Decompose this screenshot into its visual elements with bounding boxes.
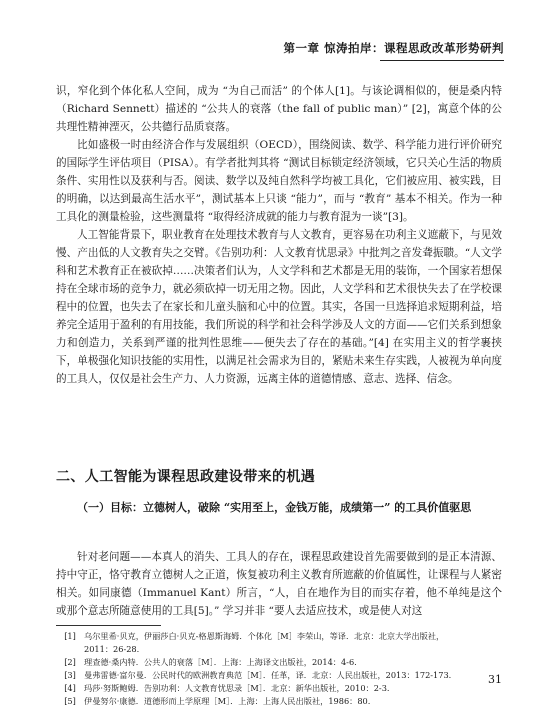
footnote-number: [3] [64,670,76,680]
header-rule [380,60,504,61]
running-header: 第一章 惊涛拍岸：课程思政改革形势研判 [283,41,504,55]
footnote-number: [1] [64,631,76,641]
paragraph-2: 比如盛极一时由经济合作与发展组织（OECD），围绕阅读、数学、科学能力进行评价研究的国际学生评估项目（PISA）。有学者批判其将 “测试目标锁定经济领域，它只关心生活的物质条件、实用性以及获利与否。阅读、数学以及纯自然科学均被工具化，它们被应用、被实践，目的明确，以达到最高生活水平”，测试基本上只谈 “能力”，而与 “教育” 基本不相关。作为一种工具化的测量检验，这些测量将 “取得经济成就的能力与教育混为一谈”[3]。 [56,139,502,223]
footnote-text: 伊曼努尔·康德．道德形而上学原理［M］．上海：上海人民出版社，1986：80. [84,696,371,706]
footnote-text: 乌尔里希·贝克，伊丽莎白·贝克-格恩斯海姆．个体化［M］李荣山，等译．北京：北京大学出版社， [84,631,445,641]
footnote-text: 玛莎·努斯鲍姆．告别功利：人文教育忧思录［M］．北京：新华出版社，2010：2-3. [84,683,390,693]
paragraph-1: 识，窄化到个体化私人空间，成为 “为自己而活” 的个体人[1]。与该论调相似的，便是桑内特（Richard Sennett）描述的 “公共人的衰落（the fall of public man）” [2]，寓意个体的公共理性精神湮灭，公共德行品质衰落。 [56,85,502,133]
subsection-title: （一）目标：立德树人，破除 “实用至上，金钱万能，成绩第一” 的工具价值驱思 [77,501,472,514]
section-title: 二、人工智能为课程思政建设带来的机遇 [56,469,316,485]
footnote-number: [4] [64,683,76,693]
page-number: 31 [488,673,502,686]
footnote-number: [2] [64,657,76,667]
footnote-3 [56,669,502,682]
footnote-text: 曼弗雷德·富尔曼．公民时代的欧洲教育典范［M］．任革，译．北京：人民出版社，2013：172-173. [84,670,452,680]
footnote-2 [56,656,502,669]
footnote-1 [56,630,502,643]
footnote-text: 理查德·桑内特．公共人的衰落［M］．上海：上海译文出版社，2014：4-6. [84,657,357,667]
paragraph-3: 人工智能背景下，职业教育在处理技术教育与人文教育，更容易在功利主义遮蔽下，与见效慢、产出低的人文教育失之交臂。《告别功利：人文教育忧思录》中批判之音发聋振聩。“人文学科和艺术教育正在被砍掉……决策者们认为，人文学科和艺术都是无用的装饰，一个国家若想保持在全球市场的竞争力，就必须砍掉一切无用之物。因此，人文学科和艺术很快失去了在学校课程中的位置，也失去了在家长和儿童头脑和心中的位置。其实，各国一旦选择追求短期利益，培养完全适用于盈利的有用技能，我们所说的科学和社会科学涉及人文的方面——它们关系到想象力和创造力，关系到严谨的批判性思维——便失去了存在的基础。”[4] 在实用主义的哲学裹挟下，单极强化知识技能的实用性，以满足社会需求为目的，紧贴未来生存实践，人被视为单向度的工具人，仅仅是社会生产力、人力资源，远离主体的道德情感、意志、选择、信念。 [56,229,502,385]
footnote-rule [56,625,161,626]
footnotes [56,630,502,708]
footnote-number: [5] [64,696,76,706]
footnote-4 [56,682,502,695]
footnote-1-continued: 2011：26-28. [84,644,140,654]
main-text [56,82,502,388]
paragraph-4: 针对老问题——本真人的消失、工具人的存在，课程思政建设首先需要做到的是正本清源、持中守正，恪守教育立德树人之正道，恢复被功利主义教育所遮蔽的价值属性，让课程与人紧密相关。如同康德（Immanuel Kant）所言，“人，自在地作为目的而实存着，他不单纯是这个或那个意志所随意使用的工具[5]。” 学习并非 “要人去适应技术，或是使人对这 [56,551,502,617]
